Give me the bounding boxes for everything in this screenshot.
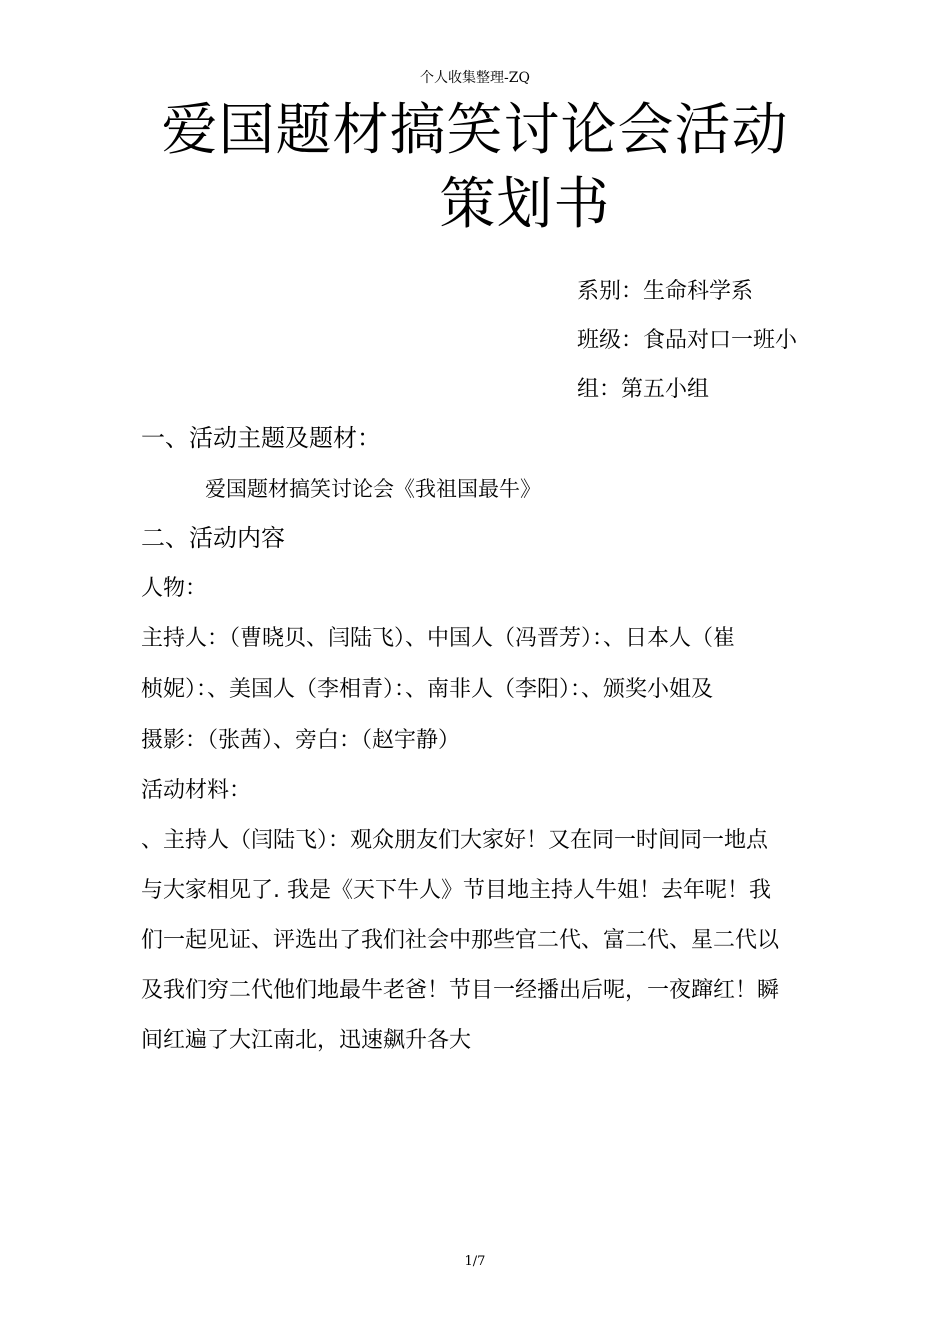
characters-line-2: 桢妮）：、美国人（李相青）：、南非人（李阳）：、颁奖小姐及 bbox=[141, 677, 714, 702]
characters-label: 人物： bbox=[141, 576, 208, 601]
department-info: 系别：生命科学系 bbox=[577, 279, 754, 304]
materials-line-2: 与大家相见了. 我是《天下牛人》节目地主持人牛姐！去年呢！我 bbox=[141, 878, 771, 903]
activity-theme: 爱国题材搞笑讨论会《我祖国最牛》 bbox=[205, 477, 541, 501]
characters-line-3: 摄影：（张茜）、旁白：（赵宇静） bbox=[141, 728, 461, 753]
materials-line-1: 、主持人（闫陆飞）：观众朋友们大家好！又在同一时间同一地点 bbox=[141, 828, 769, 853]
materials-label: 活动材料： bbox=[141, 778, 252, 803]
section-1-heading: 一、活动主题及题材： bbox=[141, 424, 381, 452]
characters-line-1: 主持人：（曹晓贝、闫陆飞）、中国人（冯晋芳）：、日本人（崔 bbox=[141, 626, 736, 651]
group-info: 组：第五小组 bbox=[577, 377, 710, 402]
document-title-line-1: 爱国题材搞笑讨论会活动 bbox=[161, 98, 789, 163]
page-header: 个人收集整理-ZQ bbox=[420, 70, 530, 86]
page-number: 1/7 bbox=[464, 1254, 486, 1269]
document-title-line-2: 策划书 bbox=[439, 172, 611, 237]
class-info: 班级：食品对口一班小 bbox=[577, 328, 798, 353]
materials-line-3: 们一起见证、评选出了我们社会中那些官二代、富二代、星二代以 bbox=[141, 928, 780, 953]
section-2-heading: 二、活动内容 bbox=[141, 524, 285, 552]
materials-line-4: 及我们穷二代他们地最牛老爸！节目一经播出后呢，一夜蹿红！瞬 bbox=[141, 978, 780, 1003]
materials-line-5: 间红遍了大江南北，迅速飙升各大 bbox=[141, 1028, 472, 1053]
